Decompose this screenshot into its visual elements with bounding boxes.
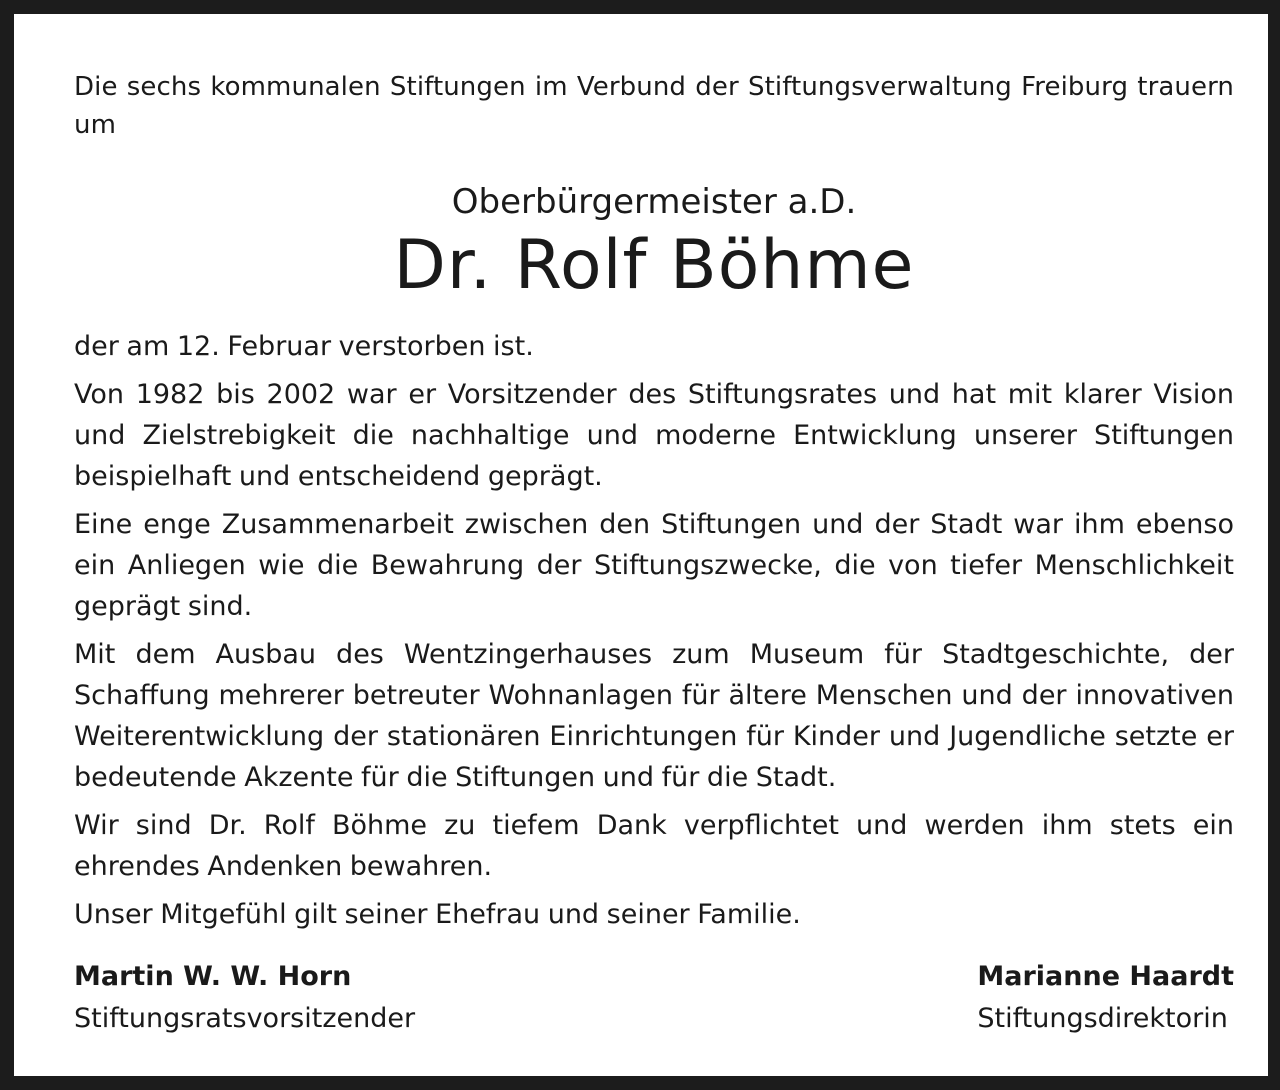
signatory-name: Marianne Haardt xyxy=(977,961,1234,992)
signature-left xyxy=(74,957,415,1041)
intro-text: Die sechs kommunalen Stiftungen im Verbund der Stiftungsverwaltung Freiburg trauern um xyxy=(74,72,1234,140)
signatory-role: Stiftungsratsvorsitzender xyxy=(74,1003,416,1034)
paragraph-death-date: der am 12. Februar verstorben ist. xyxy=(74,331,534,362)
signatures xyxy=(74,957,1234,1041)
signatory-role: Stiftungsdirektorin xyxy=(977,1003,1228,1034)
paragraph-tenure: Von 1982 bis 2002 war er Vorsitzender des Stiftungsrates und hat mit klarer Vision und Zielstrebigkeit die nachhaltige und moderne Entwicklung unserer Stiftungen beispielhaft und entscheidend geprägt. xyxy=(74,379,1234,492)
signatory-name: Martin W. W. Horn xyxy=(74,961,352,992)
paragraph-cooperation: Eine enge Zusammenarbeit zwischen den Stiftungen und der Stadt war ihm ebenso ein Anliegen wie die Bewahrung der Stiftungszwecke, die von tiefer Menschlichkeit geprägt sind. xyxy=(74,509,1234,622)
paragraph-achievements: Mit dem Ausbau des Wentzingerhauses zum Museum für Stadtgeschichte, der Schaffung mehrerer betreuter Wohnanlagen für ältere Menschen und der innovativen Weiterentwicklung der stationären Einrichtungen für Kinder und Jugendliche setzte er bedeutende Akzente für die Stiftungen und für die Stadt. xyxy=(74,639,1234,793)
signature-right xyxy=(977,957,1234,1041)
paragraph-gratitude: Wir sind Dr. Rolf Böhme zu tiefem Dank verpflichtet und werden ihm stets ein ehrendes Andenken bewahren. xyxy=(74,810,1234,882)
deceased-name: Dr. Rolf Böhme xyxy=(393,226,915,305)
paragraph-condolences: Unser Mitgefühl gilt seiner Ehefrau und seiner Familie. xyxy=(74,899,801,930)
notice-content xyxy=(74,68,1234,1041)
honorific-title: Oberbürgermeister a.D. xyxy=(451,182,857,222)
